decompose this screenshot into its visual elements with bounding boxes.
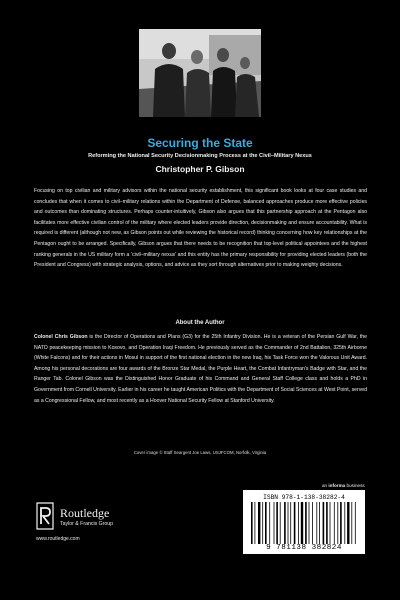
informa-brand: informa <box>328 483 346 488</box>
barcode-bar <box>340 502 342 544</box>
barcode-bar <box>309 502 310 544</box>
barcode-bar <box>334 502 335 544</box>
publisher-url: www.routledge.com <box>36 536 80 542</box>
barcode-bar <box>280 502 281 544</box>
barcode-bar <box>323 502 325 544</box>
author-bio-name: Colonel Chris Gibson <box>34 334 88 340</box>
barcode-bar <box>298 502 299 544</box>
barcode-bar <box>305 502 307 544</box>
barcode-bar <box>344 502 345 544</box>
barcode-bar <box>347 502 349 544</box>
barcode-bar <box>284 502 286 544</box>
barcode-bar <box>351 502 352 544</box>
barcode-bar <box>276 502 278 544</box>
barcode-bar <box>312 502 313 544</box>
informa-prefix: an <box>322 483 329 488</box>
book-description: Focusing on top civilian and military advisors within the national security establishment, this significant book looks at four case studies and concludes that when it comes to civil–military relations within the Department of Defense, balanced approaches produce more effective policies and outcomes than dominating structures. Perhaps counter-intuitively, Gibson also argues that this partnership approach at the Pentagon also facilitates more effective civilian control of the military where elected leaders provide direction, decisionmaking and ensure accountability. What is required is different (although not new, as Gibson points out while reviewing the historical record) thinking concerning how key relationships at the Pentagon ought to be arranged. Specifically, Gibson argues that there needs to be recognition that top-level political appointees and the highest ranking generals in the US military form a ‘civil–military nexus’ and this entity has the primary responsibility for providing elected leaders (both the President and Congress) with strategic analysis, options, and advice as they sort through alternatives prior to making weighty decisions. <box>34 188 367 269</box>
barcode-bar <box>265 502 267 544</box>
book-title: Securing the State <box>147 136 253 150</box>
barcode-bar <box>251 502 253 544</box>
author-bio: is the Director of Operations and Plans (G3) for the 25th Infantry Division. He is a veteran of the Persian Gulf War, the NATO peacekeeping mission to Kosovo, and Operation Iraqi Freedom. He previously served as the Commander of 2nd Battalion, 325th Airborne (White Falcons) and for their actions in Mosul in support of the first national election in the new Iraq, his Task Force won the Valorous Unit Award. Among his personal decorations are four awards of the Bronze Star Medal, the Purple Heart, the Combat Infantryman’s Badge with Star, and the Ranger Tab. Colonel Gibson was the Distinguished Honor Graduate of his Command and General Staff College class and holds a PhD in Government from Cornell University. Earlier in his career he taught American Politics with the Department of Social Sciences at West Point, served as a Congressional Fellow, and most recently as a Hoover National Security Fellow at Stanford University. <box>34 334 367 404</box>
barcode-bar <box>274 502 275 544</box>
isbn-digits: 9 781138 382824 <box>266 544 342 552</box>
barcode-bar <box>301 502 303 544</box>
about-author-heading: About the Author <box>175 320 225 326</box>
isbn-barcode <box>243 490 365 554</box>
barcode-bar <box>294 502 296 544</box>
barcode-bar <box>290 502 291 544</box>
barcode-bar <box>337 502 338 544</box>
publisher-name: Routledge <box>60 506 110 520</box>
barcode-bar <box>288 502 289 544</box>
informa-tagline <box>322 483 365 488</box>
cover-photo-figures-icon <box>139 29 261 117</box>
publisher-group: Taylor & Francis Group <box>60 521 114 527</box>
barcode-bar <box>330 502 331 544</box>
barcode-bar <box>316 502 317 544</box>
cover-photo <box>139 29 261 117</box>
publisher-block <box>36 500 166 560</box>
barcode-bar <box>255 502 256 544</box>
barcode-bar <box>269 502 270 544</box>
barcode-bar <box>355 502 356 544</box>
barcode-bar <box>258 502 260 544</box>
book-subtitle: Reforming the National Security Decisionmaking Process at the Civil–Military Nexus <box>88 153 312 159</box>
barcode-bar <box>262 502 263 544</box>
informa-suffix: business <box>345 483 365 488</box>
about-author-text <box>34 332 367 406</box>
cover-credit: Cover image © Staff Seargent Joe Laws, USJFCOM, Norfolk, Virginia <box>133 450 267 455</box>
barcode-bar <box>319 502 320 544</box>
isbn-label: ISBN 978-1-138-38282-4 <box>263 494 345 501</box>
routledge-r-logo-icon <box>36 502 54 530</box>
book-author: Christopher P. Gibson <box>155 164 245 174</box>
barcode-bar <box>326 502 328 544</box>
barcode-bars <box>247 502 361 544</box>
